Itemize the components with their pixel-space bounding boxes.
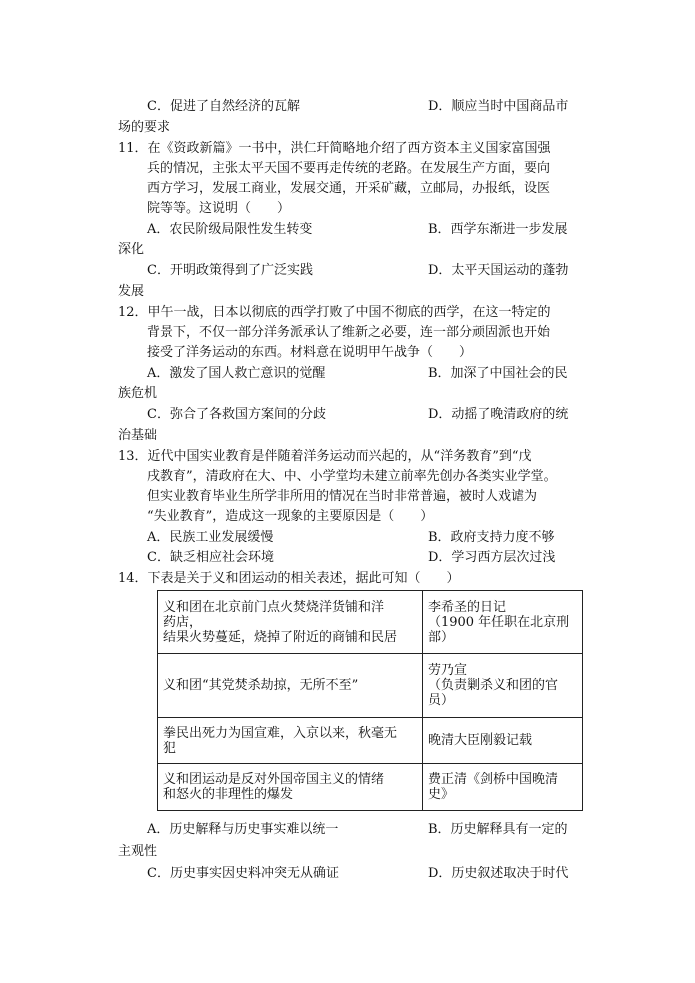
q14-option-b: B．历史解释具有一定的: [428, 822, 568, 837]
q12-option-b-wrap: 族危机: [118, 386, 158, 401]
q10-option-c: C．促进了自然经济的瓦解: [147, 99, 300, 114]
table-cell-source: 劳乃宣 （负责剿杀义和团的官 员）: [422, 654, 582, 718]
q12-option-d-wrap: 治基础: [118, 428, 158, 443]
q13-option-b: B．政府支持力度不够: [428, 530, 555, 545]
q11-option-d: D．太平天国运动的蓬勃: [428, 263, 569, 278]
table-cell-source: 晚清大臣刚毅记载: [422, 718, 582, 764]
table-cell-description: 义和团“其党焚杀劫掠，无所不至”: [158, 654, 423, 718]
q11-option-d-wrap: 发展: [118, 284, 145, 299]
q13-stem-line2: 戌教育”，清政府在大、中、小学堂均未建立前率先创办各类实业学堂。: [147, 469, 557, 484]
q11-option-a: A．农民阶级局限性发生转变: [147, 222, 313, 237]
q14-option-a: A．历史解释与历史事实难以统一: [147, 822, 339, 837]
table-cell-description: 义和团在北京前门点火焚烧洋货铺和洋 药店， 结果火势蔓延，烧掉了附近的商铺和民居: [158, 591, 423, 654]
q14-option-d: D．历史叙述取决于时代: [428, 866, 569, 881]
table-row: [158, 591, 583, 654]
q10-option-d-wrap: 场的要求: [118, 120, 171, 135]
q13-stem-line3: 但实业教育毕业生所学非所用的情况在当时非常普遍，被时人戏谑为: [147, 489, 538, 504]
q10-option-d: D．顺应当时中国商品市: [428, 99, 569, 114]
q13-option-d: D．学习西方层次过浅: [428, 550, 556, 565]
q11-option-c: C．开明政策得到了广泛实践: [147, 263, 313, 278]
table-row: [158, 718, 583, 764]
q11-option-b: B．西学东渐进一步发展: [428, 222, 568, 237]
q11-stem-line2: 兵的情况，主张太平天国不要再走传统的老路。在发展生产方面，要向: [147, 161, 551, 176]
table-cell-description: 拳民出死力为国宣难，入京以来，秋毫无 犯: [158, 718, 423, 764]
q12-option-d: D．动摇了晚清政府的统: [428, 407, 569, 422]
q11-stem-line4: 院等等。这说明（ ）: [147, 201, 291, 216]
q14-source-table: [157, 590, 583, 811]
q14-stem: 14．下表是关于义和团运动的相关表述，据此可知（ ）: [118, 571, 460, 586]
q13-option-c: C．缺乏相应社会环境: [147, 550, 274, 565]
q11-stem-line3: 西方学习，发展工商业，发展交通，开采矿藏，立邮局，办报纸，设医: [147, 181, 551, 196]
q14-option-b-wrap: 主观性: [118, 844, 158, 859]
q12-option-b: B．加深了中国社会的民: [428, 366, 568, 381]
q12-stem-line3: 接受了洋务运动的东西。材料意在说明甲午战争（ ）: [147, 345, 473, 360]
table-row: [158, 764, 583, 811]
q14-option-c: C．历史事实因史料冲突无从确证: [147, 866, 339, 881]
q11-option-b-wrap: 深化: [118, 242, 145, 257]
q11-stem-line1: 11．在《资政新篇》一书中，洪仁玕简略地介绍了西方资本主义国家富国强: [118, 141, 551, 156]
q12-option-a: A．激发了国人救亡意识的觉醒: [147, 366, 326, 381]
q12-stem-line2: 背景下，不仅一部分洋务派承认了维新之必要，连一部分顽固派也开始: [147, 325, 551, 340]
q13-option-a: A．民族工业发展缓慢: [147, 530, 274, 545]
q12-stem-line1: 12．甲午一战，日本以彻底的西学打败了中国不彻底的西学，在这一特定的: [118, 305, 551, 320]
q13-stem-line4: “失业教育”，造成这一现象的主要原因是（ ）: [147, 509, 434, 524]
q12-option-c: C．弥合了各救国方案间的分歧: [147, 407, 326, 422]
table-cell-description: 义和团运动是反对外国帝国主义的情绪 和怒火的非理性的爆发: [158, 764, 423, 811]
table-cell-source: 李希圣的日记 （1900 年任职在北京刑 部）: [422, 591, 582, 654]
q13-stem-line1: 13．近代中国实业教育是伴随着洋务运动而兴起的，从“洋务教育”到“戊: [118, 449, 532, 464]
table-row: [158, 654, 583, 718]
table-cell-source: 费正清《剑桥中国晚清 史》: [422, 764, 582, 811]
